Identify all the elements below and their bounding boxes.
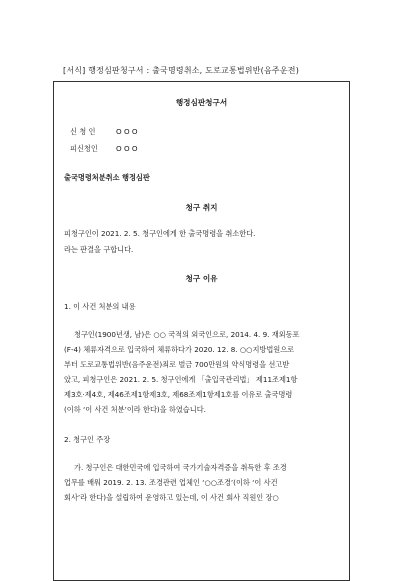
section-2-line: 가. 청구인은 대한민국에 입국하여 국가기술자격증을 취득한 후 조경 bbox=[74, 463, 287, 472]
section-2-heading: 2. 청구인 주장 bbox=[64, 435, 111, 444]
purpose-line: 라는 판결을 구합니다. bbox=[64, 245, 134, 254]
respondent-label: 피신청인 bbox=[70, 144, 98, 153]
purpose-line: 피청구인이 2021. 2. 5. 청구인에게 한 출국명령을 취소한다. bbox=[64, 229, 256, 238]
document-page bbox=[53, 81, 350, 581]
section-2-line: 업무를 배워 2019. 2. 13. 조경관련 업체인 ‘○○조경’(이하 ‘이 사건 bbox=[64, 478, 278, 487]
section-1-line: 제3호·제4호, 제46조제1항제3호, 제68조제1항제1호를 이유로 출국명령 bbox=[64, 390, 293, 399]
case-title: 출국명령처분취소 행정심판 bbox=[64, 173, 150, 182]
section-1-heading: 1. 이 사건 처분의 내용 bbox=[64, 302, 136, 311]
respondent-value: O O O bbox=[116, 144, 138, 153]
section-2-line: 회사’라 한다)을 설립하여 운영하고 있는데, 이 사건 회사 직원인 장○ bbox=[64, 493, 279, 502]
section-1-line: 았고, 피청구인은 2021. 2. 5. 청구인에게 「출입국관리법」 제11조제1항 bbox=[64, 375, 298, 384]
claimant-label: 신 청 인 bbox=[70, 127, 96, 136]
claimant-value: O O O bbox=[116, 127, 138, 136]
section-1-line: 청구인(1900년생, 남)은 ○○ 국적의 외국인으로, 2014. 4. 9. 재외동포 bbox=[74, 330, 300, 339]
reasons-heading: 청구 이유 bbox=[185, 274, 218, 283]
form-header: [서식] 행정심판청구서 : 출국명령취소, 도로교통법위반(음주운전) bbox=[63, 66, 300, 75]
purpose-heading: 청구 취지 bbox=[185, 203, 218, 212]
section-1-line: (F-4) 체류자격으로 입국하여 체류하다가 2020. 12. 8. ○○지방법원으로 bbox=[64, 345, 295, 354]
section-1-line: (이하 ‘이 사건 처분’이라 한다)을 하였습니다. bbox=[64, 405, 206, 414]
document-title: 행정심판청구서 bbox=[175, 98, 228, 107]
section-1-line: 부터 도로교통법위반(음주운전)죄로 벌금 700만원의 약식명령을 선고받 bbox=[64, 360, 290, 369]
